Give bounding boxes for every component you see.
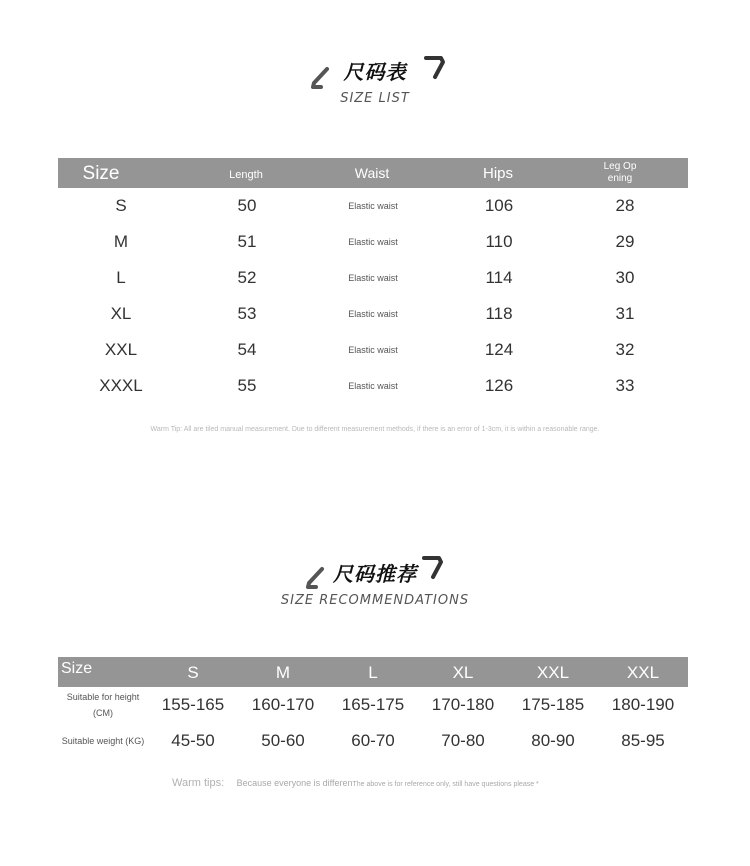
table-cell: 114 [485, 268, 513, 287]
header-size: Size [82, 162, 120, 184]
right-bracket-icon [421, 554, 445, 580]
size-rec-header-row [58, 657, 688, 687]
table-row [58, 368, 688, 404]
table-cell: 85-95 [621, 731, 665, 750]
table-cell: 29 [615, 232, 635, 251]
table-cell: 28 [615, 196, 635, 215]
table-cell: 53 [237, 304, 257, 323]
row-label: Suitable weight (KG) [61, 736, 145, 746]
table-cell: L [116, 268, 126, 287]
table-cell: 118 [485, 304, 513, 323]
table-cell: Elastic waist [348, 273, 398, 283]
table-cell: 124 [484, 340, 514, 359]
table-cell: 33 [615, 376, 635, 395]
size-rec-table [58, 657, 688, 759]
table-cell: 52 [237, 268, 257, 287]
table-row [58, 224, 688, 260]
warm-tip-text-1: Because everyone is differen [236, 778, 353, 788]
size-list-title-cn: 尺码表 [343, 60, 407, 84]
table-cell: M [113, 232, 129, 251]
table-cell: 50-60 [261, 731, 305, 750]
table-row [58, 188, 688, 224]
rec-header-m: M [275, 662, 291, 682]
table-cell: Elastic waist [348, 345, 398, 355]
warm-tip-text-2: The above is for reference only, still have questions please * [352, 781, 539, 788]
size-rec-body [58, 687, 688, 759]
size-list-title-en: SIZE LIST [340, 91, 410, 106]
rec-header-size: Size [61, 660, 93, 677]
rec-header-l: L [368, 662, 378, 682]
table-cell: XXL [104, 340, 138, 359]
size-rec-title-en: SIZE RECOMMENDATIONS [280, 593, 470, 608]
table-cell: 180-190 [611, 695, 675, 714]
right-bracket-icon [423, 54, 447, 80]
size-list-header-row [58, 158, 688, 188]
table-cell: 155-165 [161, 695, 225, 714]
rec-header-s: S [187, 662, 199, 682]
size-rec-warm-tip [172, 773, 539, 787]
table-cell: 31 [615, 304, 635, 323]
size-list-table [58, 158, 688, 404]
table-cell: 80-90 [531, 731, 575, 750]
size-rec-heading [0, 558, 750, 608]
table-cell: 70-80 [441, 731, 485, 750]
warm-tip-label: Warm tips: [172, 777, 225, 789]
table-cell: 32 [615, 340, 635, 359]
rec-header-xl: XL [452, 662, 474, 682]
size-list-heading [0, 56, 750, 106]
table-row [58, 723, 688, 759]
table-cell: Elastic waist [348, 201, 398, 211]
table-cell: 54 [237, 340, 257, 359]
table-cell: Elastic waist [348, 309, 398, 319]
header-hips: Hips [482, 164, 513, 182]
table-cell: 110 [485, 232, 513, 251]
table-row [58, 260, 688, 296]
table-cell: Elastic waist [348, 381, 398, 391]
table-row [58, 296, 688, 332]
size-list-title-wrap [344, 56, 407, 85]
header-leg-opening: Leg Opening [603, 161, 637, 184]
table-cell: 45-50 [171, 731, 215, 750]
size-rec-title-cn: 尺码推荐 [333, 562, 417, 586]
table-cell: 106 [484, 196, 514, 215]
table-row [58, 332, 688, 368]
table-cell: 160-170 [251, 695, 315, 714]
size-rec-title-wrap [333, 558, 417, 587]
table-cell: 126 [484, 376, 514, 395]
row-label: Suitable for height (CM) [66, 692, 140, 718]
table-cell: 30 [615, 268, 635, 287]
rec-header-xxl: XXL [536, 662, 570, 682]
header-length: Length [229, 168, 263, 181]
table-cell: S [115, 196, 127, 215]
table-cell: XXXL [99, 376, 143, 395]
table-cell: 175-185 [521, 695, 585, 714]
size-list-body [58, 188, 688, 404]
table-cell: XL [110, 304, 132, 323]
table-cell: 51 [237, 232, 257, 251]
table-cell: 165-175 [341, 695, 405, 714]
table-cell: 60-70 [351, 731, 395, 750]
left-bracket-icon [308, 66, 332, 90]
header-waist: Waist [354, 165, 390, 181]
table-cell: 170-180 [431, 695, 495, 714]
table-cell: 55 [237, 376, 257, 395]
size-list-warm-tip: Warm Tip: All are tiled manual measurement. Due to different measurement methods, if there is an error of 1-3cm, it is within a reasonable range. [150, 426, 600, 433]
table-cell: 50 [237, 196, 257, 215]
table-row [58, 687, 688, 723]
rec-header-xxl-2: XXL [626, 662, 660, 682]
left-bracket-icon [303, 566, 327, 590]
table-cell: Elastic waist [348, 237, 398, 247]
